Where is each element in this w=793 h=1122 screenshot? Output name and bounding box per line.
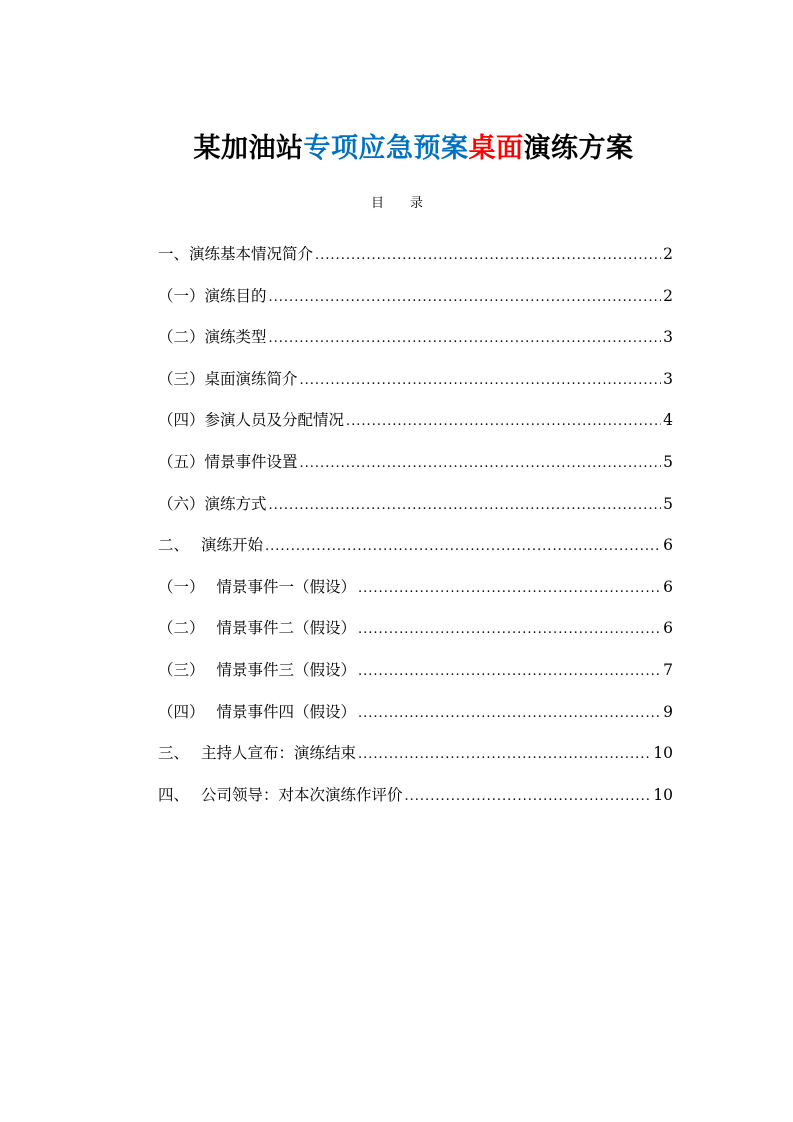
toc-entry-number: （一） bbox=[158, 577, 205, 596]
toc-entry-label: 参演人员及分配情况 bbox=[204, 411, 345, 430]
toc-entry-label: 情景事件设置 bbox=[204, 452, 298, 471]
toc-entry-number: （一） bbox=[158, 286, 205, 305]
toc-entry-label: 情景事件一（假设） bbox=[216, 577, 357, 596]
toc-entry-label: 演练开始 bbox=[201, 536, 264, 555]
toc-entry[interactable] bbox=[158, 616, 673, 658]
toc-heading bbox=[371, 192, 423, 211]
toc-entry-page: 2 bbox=[663, 245, 673, 263]
toc-entry[interactable] bbox=[158, 492, 673, 534]
toc-entry-page: 7 bbox=[663, 660, 673, 679]
toc-entry-label: 演练基本情况简介 bbox=[189, 245, 314, 263]
toc-entry-number: （五） bbox=[158, 452, 205, 471]
toc-entry-number: （二） bbox=[158, 619, 205, 638]
toc-entry[interactable] bbox=[158, 658, 673, 700]
toc-entry-number: （三） bbox=[158, 660, 205, 679]
dot-leader bbox=[315, 244, 661, 268]
toc-entry[interactable] bbox=[158, 741, 673, 783]
toc-entry-number: （四） bbox=[158, 411, 205, 430]
toc-entry[interactable] bbox=[158, 284, 673, 326]
table-of-contents bbox=[158, 242, 673, 824]
toc-entry-label: 情景事件三（假设） bbox=[216, 660, 357, 679]
toc-entry-label: 演练目的 bbox=[204, 286, 267, 305]
toc-entry-page: 2 bbox=[663, 286, 673, 305]
dot-leader bbox=[405, 785, 652, 809]
toc-entry-number: 四、 bbox=[158, 785, 190, 804]
dot-leader bbox=[269, 286, 662, 310]
toc-entry-page: 4 bbox=[663, 411, 673, 430]
toc-entry-page: 10 bbox=[653, 785, 673, 804]
toc-entry-label: 演练类型 bbox=[204, 328, 267, 347]
document-title bbox=[0, 126, 793, 165]
toc-entry-label: 情景事件二（假设） bbox=[216, 619, 357, 638]
toc-heading-char: 录 bbox=[410, 196, 424, 211]
title-part: 某加油站 bbox=[193, 133, 304, 164]
dot-leader bbox=[300, 369, 662, 393]
toc-entry-page: 6 bbox=[663, 536, 673, 555]
toc-entry-page: 3 bbox=[663, 369, 673, 388]
title-part-red: 桌面 bbox=[468, 133, 524, 164]
dot-leader bbox=[358, 743, 651, 767]
toc-entry-page: 6 bbox=[663, 619, 673, 638]
toc-entry-label: 桌面演练简介 bbox=[204, 369, 298, 388]
toc-entry-number: （四） bbox=[158, 702, 205, 721]
dot-leader bbox=[300, 452, 662, 476]
toc-entry-label: 情景事件四（假设） bbox=[216, 702, 357, 721]
toc-entry[interactable] bbox=[158, 575, 673, 617]
toc-entry-number: 一、 bbox=[158, 245, 190, 263]
toc-entry-label: 主持人宣布：演练结束 bbox=[201, 744, 357, 763]
title-part: 演练方案 bbox=[523, 133, 634, 164]
toc-entry[interactable] bbox=[158, 408, 673, 450]
toc-entry[interactable] bbox=[158, 700, 673, 742]
dot-leader bbox=[269, 494, 662, 518]
dot-leader bbox=[358, 618, 661, 642]
toc-entry[interactable] bbox=[158, 242, 673, 284]
toc-entry-label: 演练方式 bbox=[204, 494, 267, 513]
toc-entry[interactable] bbox=[158, 783, 673, 825]
toc-entry[interactable] bbox=[158, 450, 673, 492]
title-part-blue: 专项应急预案 bbox=[303, 133, 469, 164]
toc-entry-label: 公司领导：对本次演练作评价 bbox=[201, 785, 403, 804]
toc-entry-number: （三） bbox=[158, 369, 205, 388]
toc-entry-number: （二） bbox=[158, 328, 205, 347]
toc-entry[interactable] bbox=[158, 533, 673, 575]
toc-entry-page: 10 bbox=[653, 744, 673, 763]
dot-leader bbox=[358, 660, 661, 684]
toc-entry-number: 三、 bbox=[158, 744, 190, 763]
toc-entry-page: 3 bbox=[663, 328, 673, 347]
toc-entry-page: 9 bbox=[663, 702, 673, 721]
dot-leader bbox=[346, 410, 661, 434]
toc-heading-char: 目 bbox=[371, 196, 385, 211]
toc-entry-number: 二、 bbox=[158, 536, 190, 555]
toc-entry-page: 6 bbox=[663, 577, 673, 596]
toc-entry[interactable] bbox=[158, 325, 673, 367]
toc-entry-page: 5 bbox=[663, 494, 673, 513]
dot-leader bbox=[358, 577, 661, 601]
toc-entry-number: （六） bbox=[158, 494, 205, 513]
dot-leader bbox=[358, 702, 661, 726]
toc-entry-page: 5 bbox=[663, 452, 673, 471]
toc-entry[interactable] bbox=[158, 367, 673, 409]
dot-leader bbox=[265, 535, 661, 559]
dot-leader bbox=[269, 327, 662, 351]
